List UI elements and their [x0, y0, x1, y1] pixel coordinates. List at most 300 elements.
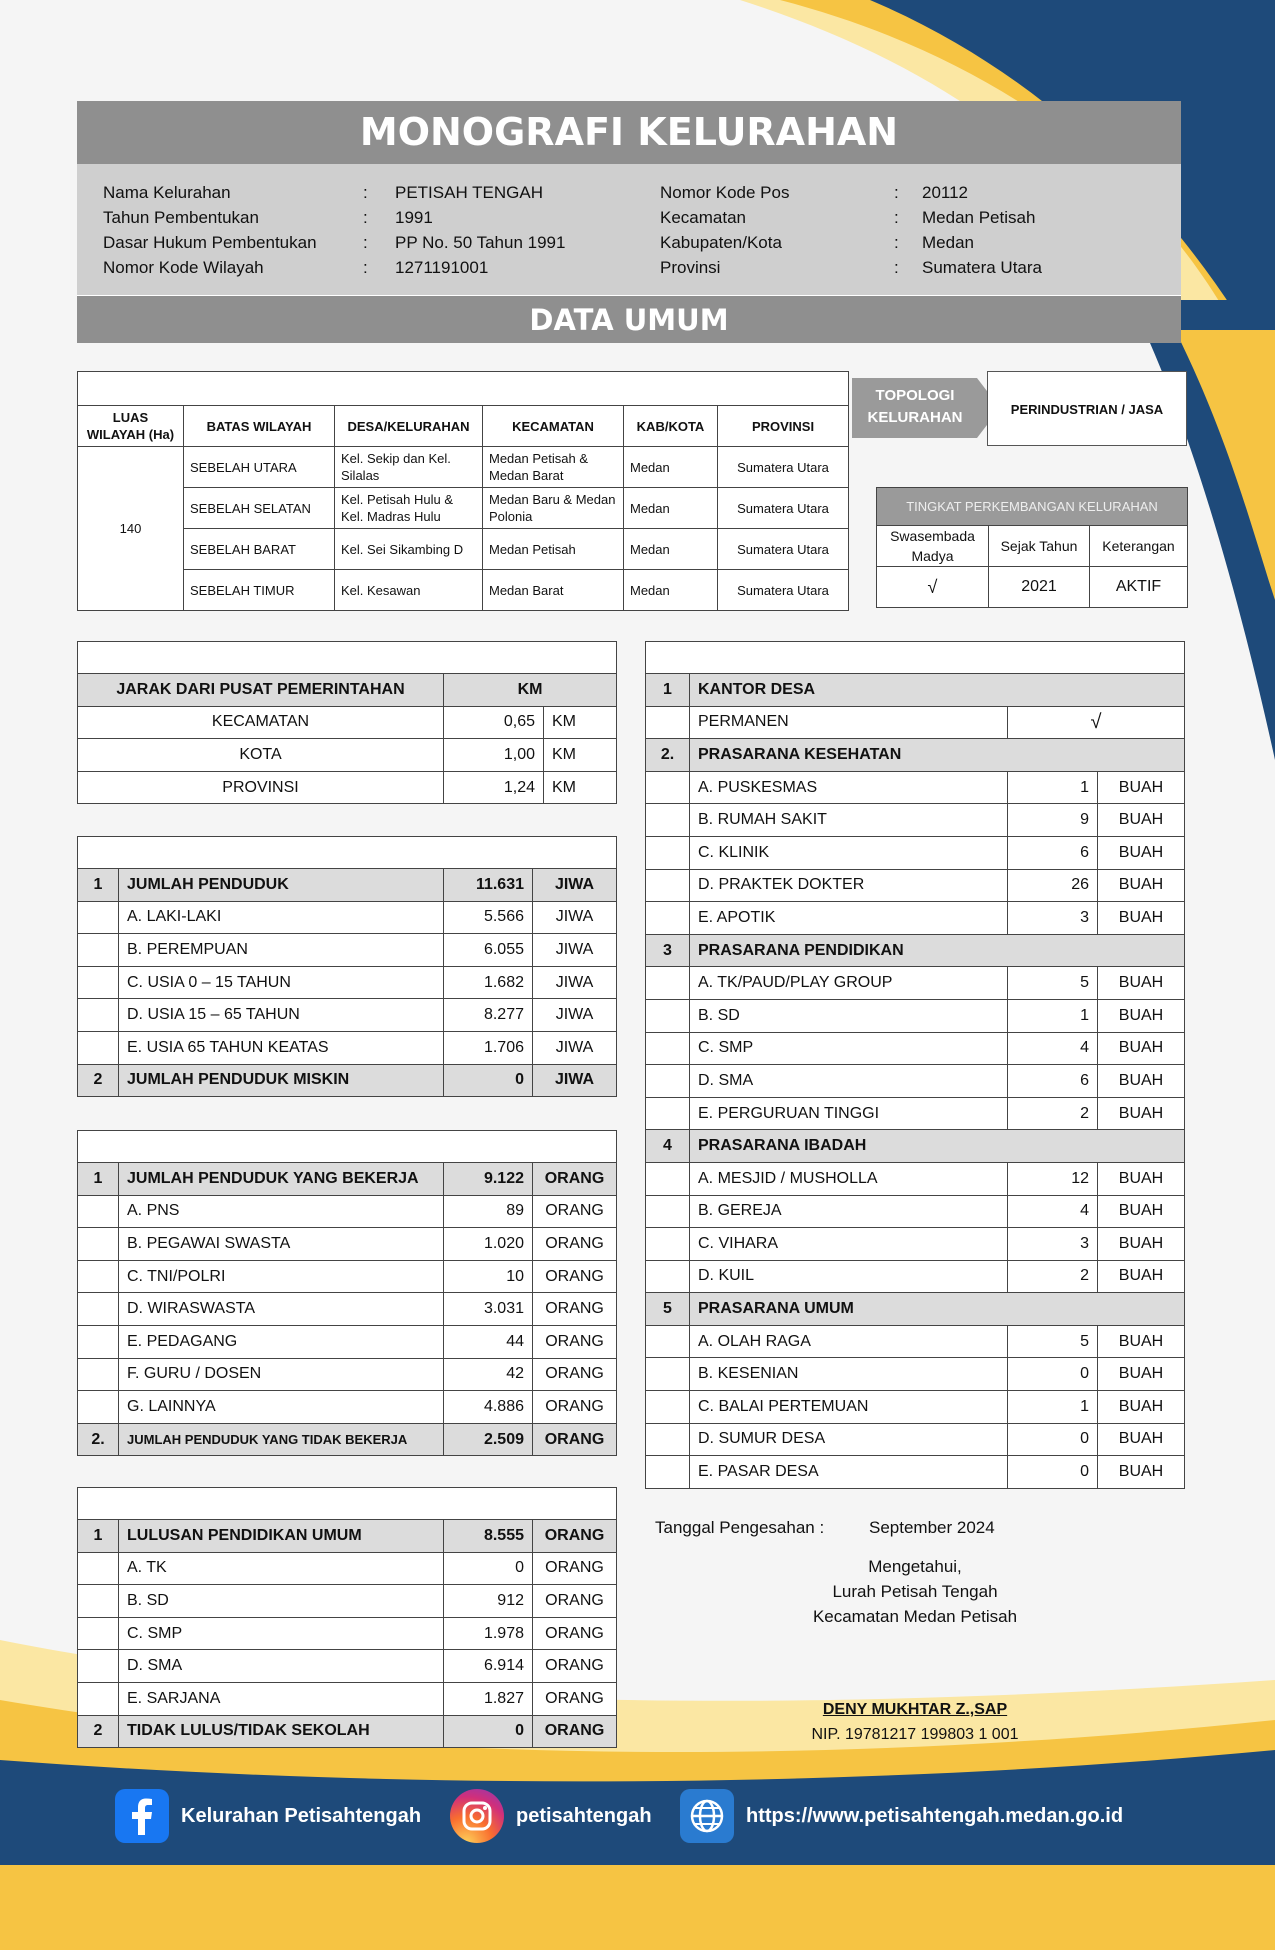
table-row [78, 966, 617, 999]
row-value: 0 [1008, 1456, 1098, 1489]
row-value: 2 [1008, 1097, 1098, 1130]
kabkota-cell: Medan [624, 488, 718, 529]
table-row [646, 934, 1185, 967]
table-row [646, 771, 1185, 804]
row-value: 1.978 [444, 1617, 533, 1650]
row-label: C. BALAI PERTEMUAN [690, 1391, 1008, 1424]
column-header: LUAS WILAYAH (Ha) [78, 406, 184, 447]
row-number [78, 1682, 119, 1715]
row-unit: BUAH [1098, 967, 1185, 1000]
column-header: Keterangan [1090, 526, 1188, 567]
row-number [646, 1162, 690, 1195]
row-value: 3 [1008, 1228, 1098, 1261]
table-row [646, 1423, 1185, 1456]
row-number [646, 804, 690, 837]
row-number [78, 1358, 119, 1391]
row-unit: BUAH [1098, 1162, 1185, 1195]
row-unit: BUAH [1098, 1456, 1185, 1489]
row-value: 89 [444, 1195, 533, 1228]
row-value: 1 [1008, 1391, 1098, 1424]
row-number [78, 1585, 119, 1618]
row-label: A. TK [119, 1552, 444, 1585]
row-unit: JIWA [533, 869, 617, 902]
row-label: JUMLAH PENDUDUK MISKIN [119, 1064, 444, 1097]
row-unit: BUAH [1098, 1358, 1185, 1391]
info-colon: : [894, 258, 899, 277]
row-label: B. SD [119, 1585, 444, 1618]
table-row [78, 706, 617, 739]
column-header: KECAMATAN [483, 406, 624, 447]
table-row [646, 804, 1185, 837]
table-row [78, 1585, 617, 1618]
info-label: Kabupaten/Kota [660, 233, 782, 252]
row-number [78, 901, 119, 934]
row-unit: BUAH [1098, 1260, 1185, 1293]
row-value: 8.555 [444, 1520, 533, 1553]
row-value: 3 [1008, 902, 1098, 935]
row-unit: ORANG [533, 1552, 617, 1585]
row-unit: ORANG [533, 1715, 617, 1748]
column-header: KAB/KOTA [624, 406, 718, 447]
provinsi-cell: Sumatera Utara [718, 447, 849, 488]
row-label: PRASARANA PENDIDIKAN [690, 934, 1185, 967]
wilayah-table [77, 371, 849, 611]
row-label: PROVINSI [78, 771, 444, 804]
table-row [78, 1293, 617, 1326]
table-row [78, 529, 849, 570]
row-label: C. SMP [690, 1032, 1008, 1065]
row-value: 2.509 [444, 1423, 533, 1456]
table-row [78, 1520, 617, 1553]
row-label: D. PRAKTEK DOKTER [690, 869, 1008, 902]
kabkota-cell: Medan [624, 529, 718, 570]
row-value: 12 [1008, 1162, 1098, 1195]
row-value: 1.682 [444, 966, 533, 999]
row-label: A. PUSKESMAS [690, 771, 1008, 804]
kependudukan-table [77, 836, 617, 1097]
row-number [646, 1391, 690, 1424]
row-label: JUMLAH PENDUDUK [119, 869, 444, 902]
row-number [78, 1650, 119, 1683]
page-title: MONOGRAFI KELURAHAN [77, 101, 1181, 164]
column-header: Sejak Tahun [989, 526, 1090, 567]
row-unit: JIWA [533, 1064, 617, 1097]
facebook-link[interactable] [115, 1788, 421, 1844]
pendidikan-title: PENDIDIKAN [78, 1488, 617, 1520]
row-number [646, 869, 690, 902]
row-label: PRASARANA IBADAH [690, 1130, 1185, 1163]
row-label: TIDAK LULUS/TIDAK SEKOLAH [119, 1715, 444, 1748]
table-row [646, 1130, 1185, 1163]
row-value: 6 [1008, 1065, 1098, 1098]
row-unit: BUAH [1098, 771, 1185, 804]
table-row [78, 771, 617, 804]
row-number: 1 [78, 1520, 119, 1553]
row-number [646, 1032, 690, 1065]
row-label: B. PEREMPUAN [119, 934, 444, 967]
sarana-prasarana-table [645, 641, 1185, 1489]
sarana-title: SARANA PRASARANA [646, 642, 1185, 674]
table-row [78, 1682, 617, 1715]
row-label: KOTA [78, 739, 444, 772]
row-label: C. TNI/POLRI [119, 1260, 444, 1293]
row-unit: ORANG [533, 1358, 617, 1391]
row-value: 0 [1008, 1423, 1098, 1456]
row-number: 3 [646, 934, 690, 967]
row-number [646, 836, 690, 869]
header-info [77, 164, 1181, 295]
row-unit: ORANG [533, 1423, 617, 1456]
row-unit: JIWA [533, 901, 617, 934]
row-unit: BUAH [1098, 1032, 1185, 1065]
table-row [78, 1031, 617, 1064]
row-value: 1 [1008, 771, 1098, 804]
info-value: Medan [922, 233, 974, 252]
table-row [646, 1293, 1185, 1326]
pekerjaan-title: PEKERJAAN [78, 1131, 617, 1163]
table-row [78, 1552, 617, 1585]
row-label: B. PEGAWAI SWASTA [119, 1228, 444, 1261]
row-value: 912 [444, 1585, 533, 1618]
row-number [78, 1325, 119, 1358]
globe-icon [680, 1789, 734, 1843]
row-label: KANTOR DESA [690, 674, 1185, 707]
row-number [646, 1260, 690, 1293]
table-row [78, 1617, 617, 1650]
info-value: Sumatera Utara [922, 258, 1042, 277]
table-row [646, 706, 1185, 739]
row-label: E. APOTIK [690, 902, 1008, 935]
row-label: A. OLAH RAGA [690, 1325, 1008, 1358]
row-value: 5.566 [444, 901, 533, 934]
row-number: 2. [646, 739, 690, 772]
mengetahui-text: Mengetahui, [868, 1557, 962, 1576]
table-row [78, 934, 617, 967]
info-colon: : [894, 208, 899, 227]
info-value: 1271191001 [395, 258, 489, 277]
provinsi-cell: Sumatera Utara [718, 570, 849, 611]
desa-cell: Kel. Petisah Hulu & Kel. Madras Hulu [335, 488, 483, 529]
table-row [78, 869, 617, 902]
kependudukan-title: KEPENDUDUKAN [78, 837, 617, 869]
info-value: Medan Petisah [922, 208, 1036, 227]
row-number [78, 1260, 119, 1293]
row-unit: JIWA [533, 966, 617, 999]
row-unit: BUAH [1098, 836, 1185, 869]
row-unit: BUAH [1098, 999, 1185, 1032]
row-number [78, 1391, 119, 1424]
batas-cell: SEBELAH BARAT [184, 529, 335, 570]
lurah-title: Lurah Petisah Tengah [832, 1582, 998, 1601]
row-number [646, 1456, 690, 1489]
provinsi-cell: Sumatera Utara [718, 488, 849, 529]
info-value: PP No. 50 Tahun 1991 [395, 233, 566, 252]
row-unit: ORANG [533, 1650, 617, 1683]
row-value: 0 [444, 1064, 533, 1097]
row-number: 1 [78, 1163, 119, 1196]
row-number [646, 1195, 690, 1228]
row-unit: BUAH [1098, 869, 1185, 902]
orbitrasi-table [77, 641, 617, 804]
table-row [646, 1358, 1185, 1391]
info-colon: : [363, 208, 368, 227]
section-title-data-umum: DATA UMUM [77, 295, 1181, 343]
row-unit: KM [544, 739, 617, 772]
column-header: PROVINSI [718, 406, 849, 447]
table-row [78, 1391, 617, 1424]
row-value: 42 [444, 1358, 533, 1391]
kecamatan-cell: Medan Baru & Medan Polonia [483, 488, 624, 529]
table-row [646, 739, 1185, 772]
row-label: PRASARANA UMUM [690, 1293, 1185, 1326]
signer-name: DENY MUKHTAR Z.,SAP [822, 1701, 1008, 1718]
signer-nip: NIP. 19781217 199803 1 001 [811, 1726, 1019, 1743]
instagram-icon [450, 1789, 504, 1843]
check-mark: √ [1008, 706, 1185, 739]
row-value: 4 [1008, 1195, 1098, 1228]
row-value: 0 [444, 1552, 533, 1585]
check-mark: √ [877, 567, 989, 608]
row-value: 5 [1008, 1325, 1098, 1358]
row-number [646, 771, 690, 804]
row-number [646, 1228, 690, 1261]
topologi-value: PERINDUSTRIAN / JASA [987, 371, 1187, 446]
info-colon: : [894, 183, 899, 202]
row-label: C. SMP [119, 1617, 444, 1650]
row-number: 4 [646, 1130, 690, 1163]
tingkat-perkembangan-table [876, 487, 1188, 608]
column-header: JARAK DARI PUSAT PEMERINTAHAN [78, 674, 444, 707]
row-label: A. MESJID / MUSHOLLA [690, 1162, 1008, 1195]
row-number [78, 1228, 119, 1261]
row-value: 1 [1008, 999, 1098, 1032]
batas-cell: SEBELAH UTARA [184, 447, 335, 488]
row-label: LULUSAN PENDIDIKAN UMUM [119, 1520, 444, 1553]
row-unit: BUAH [1098, 1423, 1185, 1456]
row-unit: JIWA [533, 934, 617, 967]
table-row [78, 1228, 617, 1261]
row-label: D. SMA [119, 1650, 444, 1683]
table-row [646, 869, 1185, 902]
row-label: B. KESENIAN [690, 1358, 1008, 1391]
row-unit: BUAH [1098, 1195, 1185, 1228]
row-unit: JIWA [533, 999, 617, 1032]
row-value: 6 [1008, 836, 1098, 869]
table-row [78, 1715, 617, 1748]
header-panel [77, 101, 1181, 343]
orbitrasi-title: ORBITRASI [78, 642, 617, 674]
row-value: 6.914 [444, 1650, 533, 1683]
row-value: 10 [444, 1260, 533, 1293]
info-label: Nomor Kode Wilayah [103, 258, 264, 277]
kabkota-cell: Medan [624, 447, 718, 488]
table-row [646, 1195, 1185, 1228]
row-number [646, 1423, 690, 1456]
info-value: 1991 [395, 208, 433, 227]
row-value: 3.031 [444, 1293, 533, 1326]
table-row [646, 1065, 1185, 1098]
table-row [78, 739, 617, 772]
row-number [646, 902, 690, 935]
row-value: 26 [1008, 869, 1098, 902]
row-label: D. SMA [690, 1065, 1008, 1098]
instagram-link[interactable] [450, 1788, 652, 1844]
row-number [646, 999, 690, 1032]
info-value: 20112 [922, 183, 969, 202]
desa-cell: Kel. Sekip dan Kel. Silalas [335, 447, 483, 488]
row-label: D. SUMUR DESA [690, 1423, 1008, 1456]
tingkat-value: AKTIF [1090, 567, 1188, 608]
row-number: 2 [78, 1064, 119, 1097]
kecamatan-cell: Medan Petisah & Medan Barat [483, 447, 624, 488]
table-row [78, 1260, 617, 1293]
row-value: 0 [1008, 1358, 1098, 1391]
row-value: 1.827 [444, 1682, 533, 1715]
info-label: Nomor Kode Pos [660, 183, 790, 202]
table-row [78, 1358, 617, 1391]
row-label: C. KLINIK [690, 836, 1008, 869]
row-unit: BUAH [1098, 1391, 1185, 1424]
row-value: 0 [444, 1715, 533, 1748]
row-label: E. PASAR DESA [690, 1456, 1008, 1489]
column-header: DESA/KELURAHAN [335, 406, 483, 447]
row-value: 5 [1008, 967, 1098, 1000]
info-colon: : [363, 233, 368, 252]
row-number [646, 1325, 690, 1358]
row-value: 0,65 [444, 706, 544, 739]
table-row [646, 1228, 1185, 1261]
facebook-text: Kelurahan Petisahtengah [181, 1804, 422, 1827]
provinsi-cell: Sumatera Utara [718, 529, 849, 570]
batas-cell: SEBELAH TIMUR [184, 570, 335, 611]
row-label: PERMANEN [690, 706, 1008, 739]
row-label: JUMLAH PENDUDUK YANG TIDAK BEKERJA [119, 1423, 444, 1456]
pendidikan-table [77, 1487, 617, 1748]
topologi-box [852, 371, 1187, 446]
row-unit: BUAH [1098, 1065, 1185, 1098]
row-number [78, 934, 119, 967]
table-row [646, 902, 1185, 935]
row-value: 1.020 [444, 1228, 533, 1261]
table-row [78, 1650, 617, 1683]
row-unit: ORANG [533, 1682, 617, 1715]
row-unit: ORANG [533, 1260, 617, 1293]
row-number [646, 1358, 690, 1391]
table-row [646, 1260, 1185, 1293]
table-row [646, 999, 1185, 1032]
row-label: E. PEDAGANG [119, 1325, 444, 1358]
row-unit: ORANG [533, 1195, 617, 1228]
row-number [646, 967, 690, 1000]
topologi-label: TOPOLOGI KELURAHAN [867, 387, 963, 426]
table-row [646, 1325, 1185, 1358]
kecamatan-cell: Medan Barat [483, 570, 624, 611]
row-label: D. USIA 15 – 65 TAHUN [119, 999, 444, 1032]
row-label: B. SD [690, 999, 1008, 1032]
table-row [646, 836, 1185, 869]
row-number [646, 706, 690, 739]
row-number: 2 [78, 1715, 119, 1748]
table-row [646, 1456, 1185, 1489]
info-label: Tahun Pembentukan [103, 208, 259, 227]
row-value: 4 [1008, 1032, 1098, 1065]
info-label: Provinsi [660, 258, 721, 277]
row-unit: BUAH [1098, 902, 1185, 935]
table-row [78, 1064, 617, 1097]
row-value: 1,24 [444, 771, 544, 804]
row-label: JUMLAH PENDUDUK YANG BEKERJA [119, 1163, 444, 1196]
wilayah-title: WILAYAH [78, 372, 849, 406]
footer-social [0, 1780, 1275, 1860]
table-row [646, 1097, 1185, 1130]
row-unit: ORANG [533, 1585, 617, 1618]
row-value: 4.886 [444, 1391, 533, 1424]
row-label: B. RUMAH SAKIT [690, 804, 1008, 837]
table-row [646, 967, 1185, 1000]
row-label: C. VIHARA [690, 1228, 1008, 1261]
table-row [646, 1032, 1185, 1065]
table-row [78, 999, 617, 1032]
row-label: B. GEREJA [690, 1195, 1008, 1228]
row-value: 44 [444, 1325, 533, 1358]
table-row [78, 1423, 617, 1456]
desa-cell: Kel. Sei Sikambing D [335, 529, 483, 570]
column-header: KM [444, 674, 617, 707]
row-unit: ORANG [533, 1228, 617, 1261]
row-number [646, 1065, 690, 1098]
row-value: 1.706 [444, 1031, 533, 1064]
row-label: A. LAKI-LAKI [119, 901, 444, 934]
row-unit: KM [544, 771, 617, 804]
kecamatan-title: Kecamatan Medan Petisah [812, 1607, 1018, 1626]
row-label: F. GURU / DOSEN [119, 1358, 444, 1391]
row-label: E. SARJANA [119, 1682, 444, 1715]
row-number: 1 [78, 869, 119, 902]
table-row [78, 488, 849, 529]
column-header: Swasembada Madya [877, 526, 989, 567]
row-number [78, 999, 119, 1032]
row-unit: ORANG [533, 1293, 617, 1326]
info-colon: : [894, 233, 899, 252]
table-row [78, 1195, 617, 1228]
table-row [646, 1391, 1185, 1424]
row-number [78, 1293, 119, 1326]
row-number [646, 1097, 690, 1130]
instagram-text: petisahtengah [516, 1804, 652, 1827]
row-number [78, 1617, 119, 1650]
row-label: G. LAINNYA [119, 1391, 444, 1424]
table-row [78, 1325, 617, 1358]
row-value: 2 [1008, 1260, 1098, 1293]
row-number [78, 1552, 119, 1585]
kecamatan-cell: Medan Petisah [483, 529, 624, 570]
website-link[interactable] [680, 1788, 1123, 1844]
row-unit: BUAH [1098, 1228, 1185, 1261]
table-row [646, 1162, 1185, 1195]
row-unit: KM [544, 706, 617, 739]
table-row [78, 570, 849, 611]
row-number [78, 1195, 119, 1228]
table-row [78, 1163, 617, 1196]
info-label: Kecamatan [660, 208, 746, 227]
kabkota-cell: Medan [624, 570, 718, 611]
info-value: PETISAH TENGAH [395, 183, 543, 202]
batas-cell: SEBELAH SELATAN [184, 488, 335, 529]
row-value: 1,00 [444, 739, 544, 772]
row-value: 9.122 [444, 1163, 533, 1196]
row-number: 2. [78, 1423, 119, 1456]
row-unit: ORANG [533, 1520, 617, 1553]
